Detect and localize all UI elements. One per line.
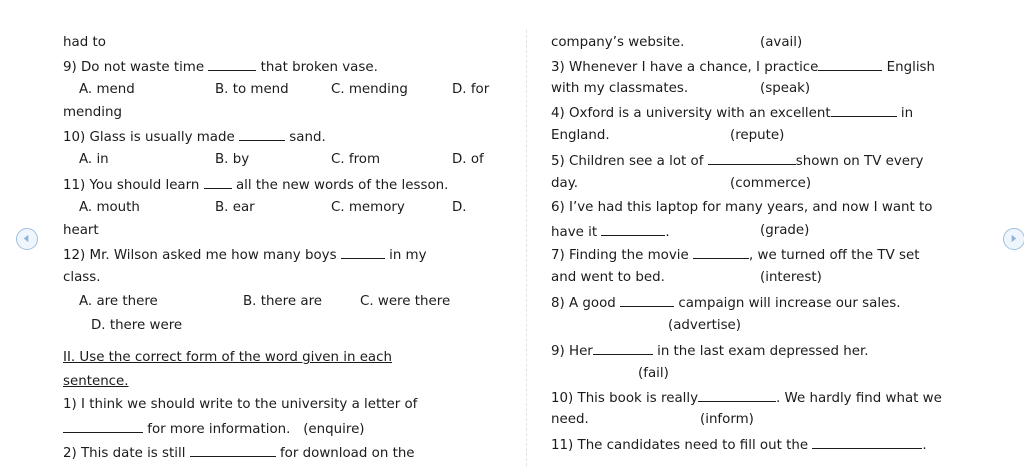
question-10: 10) Glass is usually made sand. [63, 130, 326, 145]
sentence-7: 7) Finding the movie , we turned off the TV set [551, 248, 920, 263]
sentence-5-continuation: day. [551, 176, 578, 191]
option-a: A. mouth [79, 200, 140, 215]
sentence-10: 10) This book is really . We hardly find what we [551, 391, 942, 406]
chevron-left-icon [22, 234, 31, 243]
option-b: B. to mend [215, 82, 289, 97]
chevron-right-icon [1009, 234, 1018, 243]
option-d: D. there were [91, 318, 183, 333]
option-b: B. ear [215, 200, 255, 215]
word-hint: (interest) [760, 270, 822, 285]
word-hint: (grade) [760, 223, 810, 238]
column-divider [526, 30, 527, 466]
word-hint: (commerce) [730, 176, 812, 191]
word-hint: (avail) [760, 35, 803, 50]
sentence-2-continuation: company’s website. [551, 35, 685, 50]
previous-page-button[interactable] [16, 228, 38, 250]
sentence-1: 1) I think we should write to the university a letter of [63, 397, 418, 412]
option-a: A. are there [79, 294, 158, 309]
question-11: 11) You should learn all the new words of the lesson. [63, 178, 449, 193]
sentence-3: 3) Whenever I have a chance, I practice English [551, 60, 936, 75]
question-9: 9) Do not waste time that broken vase. [63, 60, 378, 75]
word-hint: (repute) [730, 128, 785, 143]
sentence-6: 6) I’ve had this laptop for many years, and now I want to [551, 200, 933, 215]
option-a: A. in [79, 152, 109, 167]
sentence-1-continuation: for more information. (enquire) [63, 420, 365, 438]
word-hint: (inform) [700, 412, 754, 427]
sentence-5: 5) Children see a lot of shown on TV every [551, 154, 924, 169]
question-12: 12) Mr. Wilson asked me how many boys in my [63, 248, 427, 263]
sentence-4: 4) Oxford is a university with an excellent in [551, 106, 914, 121]
sentence-8: 8) A good campaign will increase our sales. [551, 296, 901, 311]
word-hint: (fail) [638, 366, 669, 381]
question-continuation: class. [63, 270, 101, 285]
sentence-6-continuation: have it . [551, 225, 670, 240]
section-heading: II. Use the correct form of the word given in each [63, 350, 392, 365]
option-continuation: heart [63, 223, 99, 238]
next-page-button[interactable] [1003, 228, 1024, 250]
text-line: had to [63, 35, 106, 50]
option-d: D. of [452, 152, 484, 167]
sentence-3-continuation: with my classmates. [551, 81, 689, 96]
sentence-4-continuation: England. [551, 128, 610, 143]
option-d: D. [452, 200, 467, 215]
option-c: C. from [331, 152, 381, 167]
word-hint: (advertise) [668, 318, 742, 333]
option-c: C. memory [331, 200, 405, 215]
sentence-10-continuation: need. [551, 412, 589, 427]
option-b: B. by [215, 152, 250, 167]
option-b: B. there are [243, 294, 323, 309]
section-heading-continuation: sentence. [63, 374, 129, 389]
sentence-9: 9) Her in the last exam depressed her. [551, 344, 869, 359]
option-c: C. were there [360, 294, 451, 309]
option-a: A. mend [79, 82, 135, 97]
option-continuation: mending [63, 105, 122, 120]
sentence-7-continuation: and went to bed. [551, 270, 665, 285]
option-c: C. mending [331, 82, 408, 97]
sentence-11: 11) The candidates need to fill out the . [551, 438, 927, 453]
option-d: D. for [452, 82, 490, 97]
word-hint: (speak) [760, 81, 811, 96]
sentence-2: 2) This date is still for download on the [63, 446, 415, 461]
